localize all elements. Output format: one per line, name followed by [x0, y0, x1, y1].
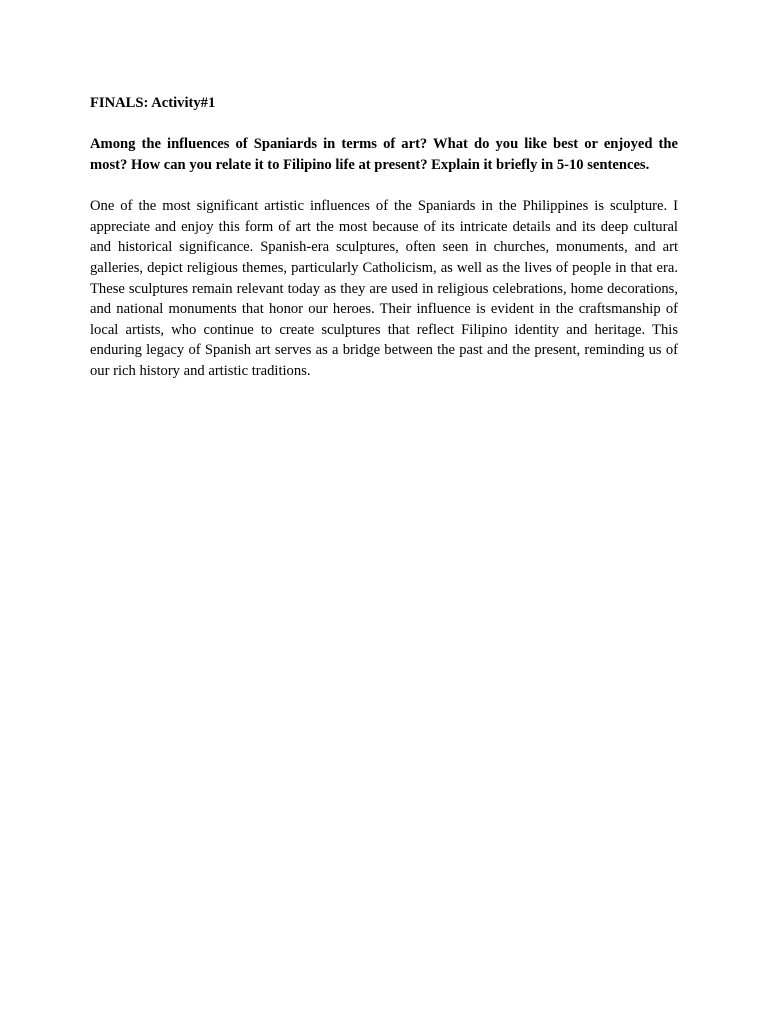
- document-title: FINALS: Activity#1: [90, 95, 216, 111]
- document-body: [90, 93, 678, 382]
- answer-paragraph: One of the most significant artistic influences of the Spaniards in the Philippines is sculpture. I appreciate and enjoy this form of art the most because of its intricate details and its deep cultural and historical significance. Spanish-era sculptures, often seen in churches, monuments, and art galleries, depict religious themes, particularly Catholicism, as well as the lives of people in that era. These sculptures remain relevant today as they are used in religious celebrations, home decorations, and national monuments that honor our heroes. Their influence is evident in the craftsmanship of local artists, who continue to create sculptures that reflect Filipino identity and heritage. This enduring legacy of Spanish art serves as a bridge between the past and the present, reminding us of our rich history and artistic traditions.: [90, 198, 678, 379]
- activity-question: Among the influences of Spaniards in terms of art? What do you like best or enjoyed the most? How can you relate it to Filipino life at present? Explain it briefly in 5-10 sentences.: [90, 136, 678, 173]
